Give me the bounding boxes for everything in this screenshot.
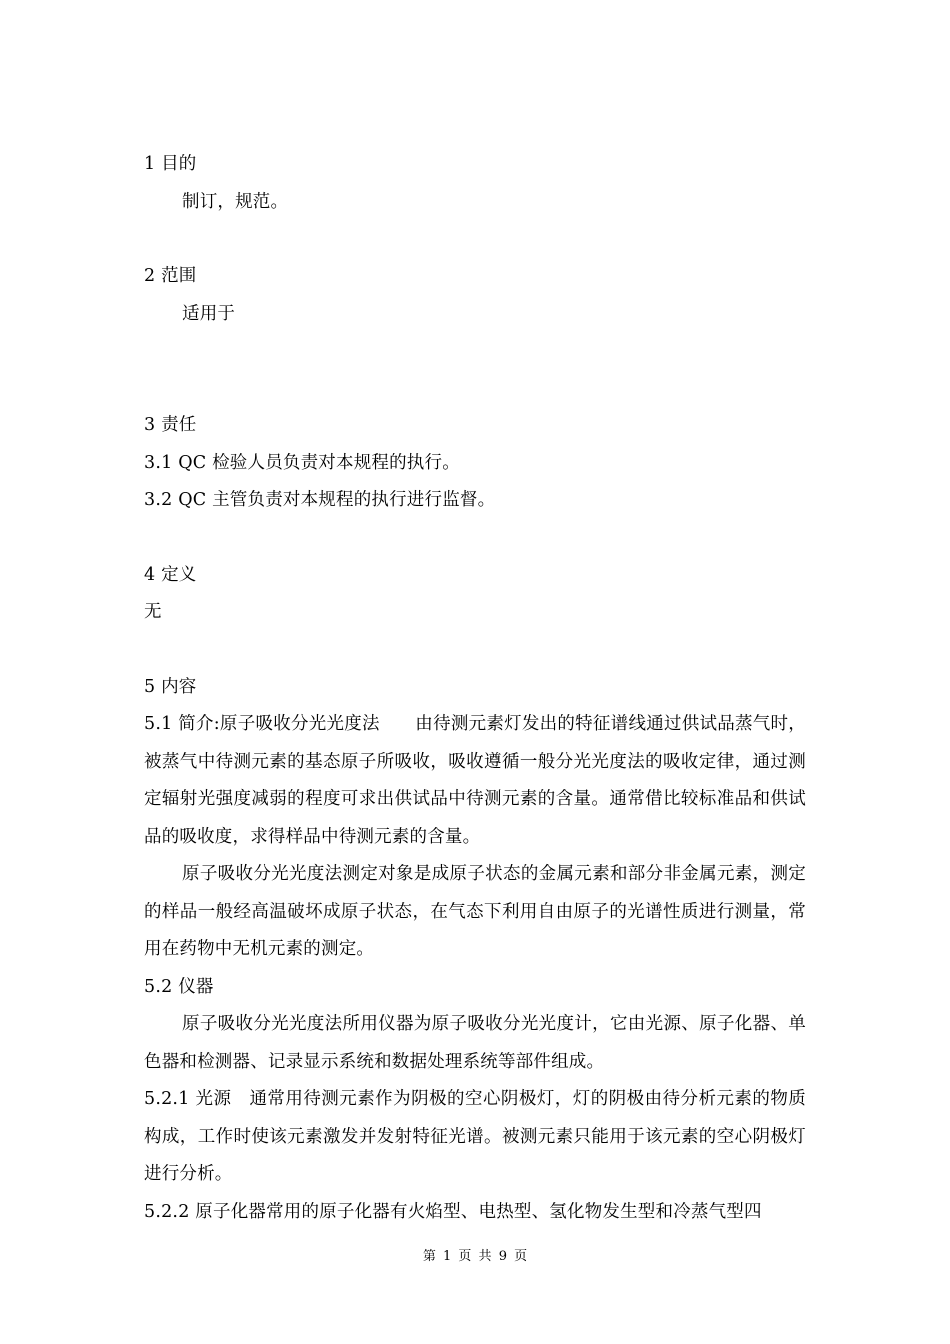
section-5-2-heading: 5.2 仪器 bbox=[144, 976, 214, 997]
section-5-2-1-paragraph: 5.2.1 光源 通常用待测元素作为阴极的空心阴极灯，灯的阴极由待分析元素的物质构成，工作时使该元素激发并发射特征光谱。被测元素只能用于该元素的空心阴极灯进行分析。 bbox=[144, 1089, 806, 1184]
section-3-item-2: 3.2 QC 主管负责对本规程的执行进行监督。 bbox=[144, 490, 496, 510]
section-4-body: 无 bbox=[144, 602, 162, 622]
spacer bbox=[144, 333, 806, 407]
spacer bbox=[144, 632, 806, 669]
section-5-2-paragraph: 原子吸收分光光度法所用仪器为原子吸收分光光度计，它由光源、原子化器、单色器和检测器、记录显示系统和数据处理系统等部件组成。 bbox=[144, 1014, 806, 1072]
section-3-item-1: 3.1 QC 检验人员负责对本规程的执行。 bbox=[144, 452, 460, 473]
spacer bbox=[144, 221, 806, 258]
section-4-heading: 4 定义 bbox=[144, 564, 197, 585]
spacer bbox=[144, 520, 806, 557]
section-5-heading: 5 内容 bbox=[144, 676, 197, 697]
section-5-1-paragraph: 5.1 简介:原子吸收分光光度法 由待测元素灯发出的特征谱线通过供试品蒸气时，被蒸气中待测元素的基态原子所吸收，吸收遵循一般分光光度法的吸收定律，通过测定辐射光强度减弱的程度可求出供试品中待测元素的含量。通常借比较标准品和供试品的吸收度，求得样品中待测元素的含量。 bbox=[144, 714, 806, 847]
page-number-text: 第 1 页 共 9 页 bbox=[422, 1249, 528, 1264]
section-2-body: 适用于 bbox=[182, 303, 236, 324]
section-3-heading: 3 责任 bbox=[144, 415, 197, 435]
section-1-heading: 1 目的 bbox=[144, 154, 197, 174]
section-5-1-paragraph-2: 原子吸收分光光度法测定对象是成原子状态的金属元素和部分非金属元素，测定的样品一般经高温破坏成原子状态，在气态下利用自由原子的光谱性质进行测量，常用在药物中无机元素的测定。 bbox=[144, 864, 806, 959]
page-footer bbox=[0, 1247, 950, 1267]
section-1-body: 制订，规范。 bbox=[182, 191, 289, 212]
section-5-2-2-paragraph: 5.2.2 原子化器常用的原子化器有火焰型、电热型、氢化物发生型和冷蒸气型四 bbox=[144, 1201, 762, 1222]
document-body bbox=[144, 146, 806, 1231]
section-2-heading: 2 范围 bbox=[144, 266, 197, 286]
